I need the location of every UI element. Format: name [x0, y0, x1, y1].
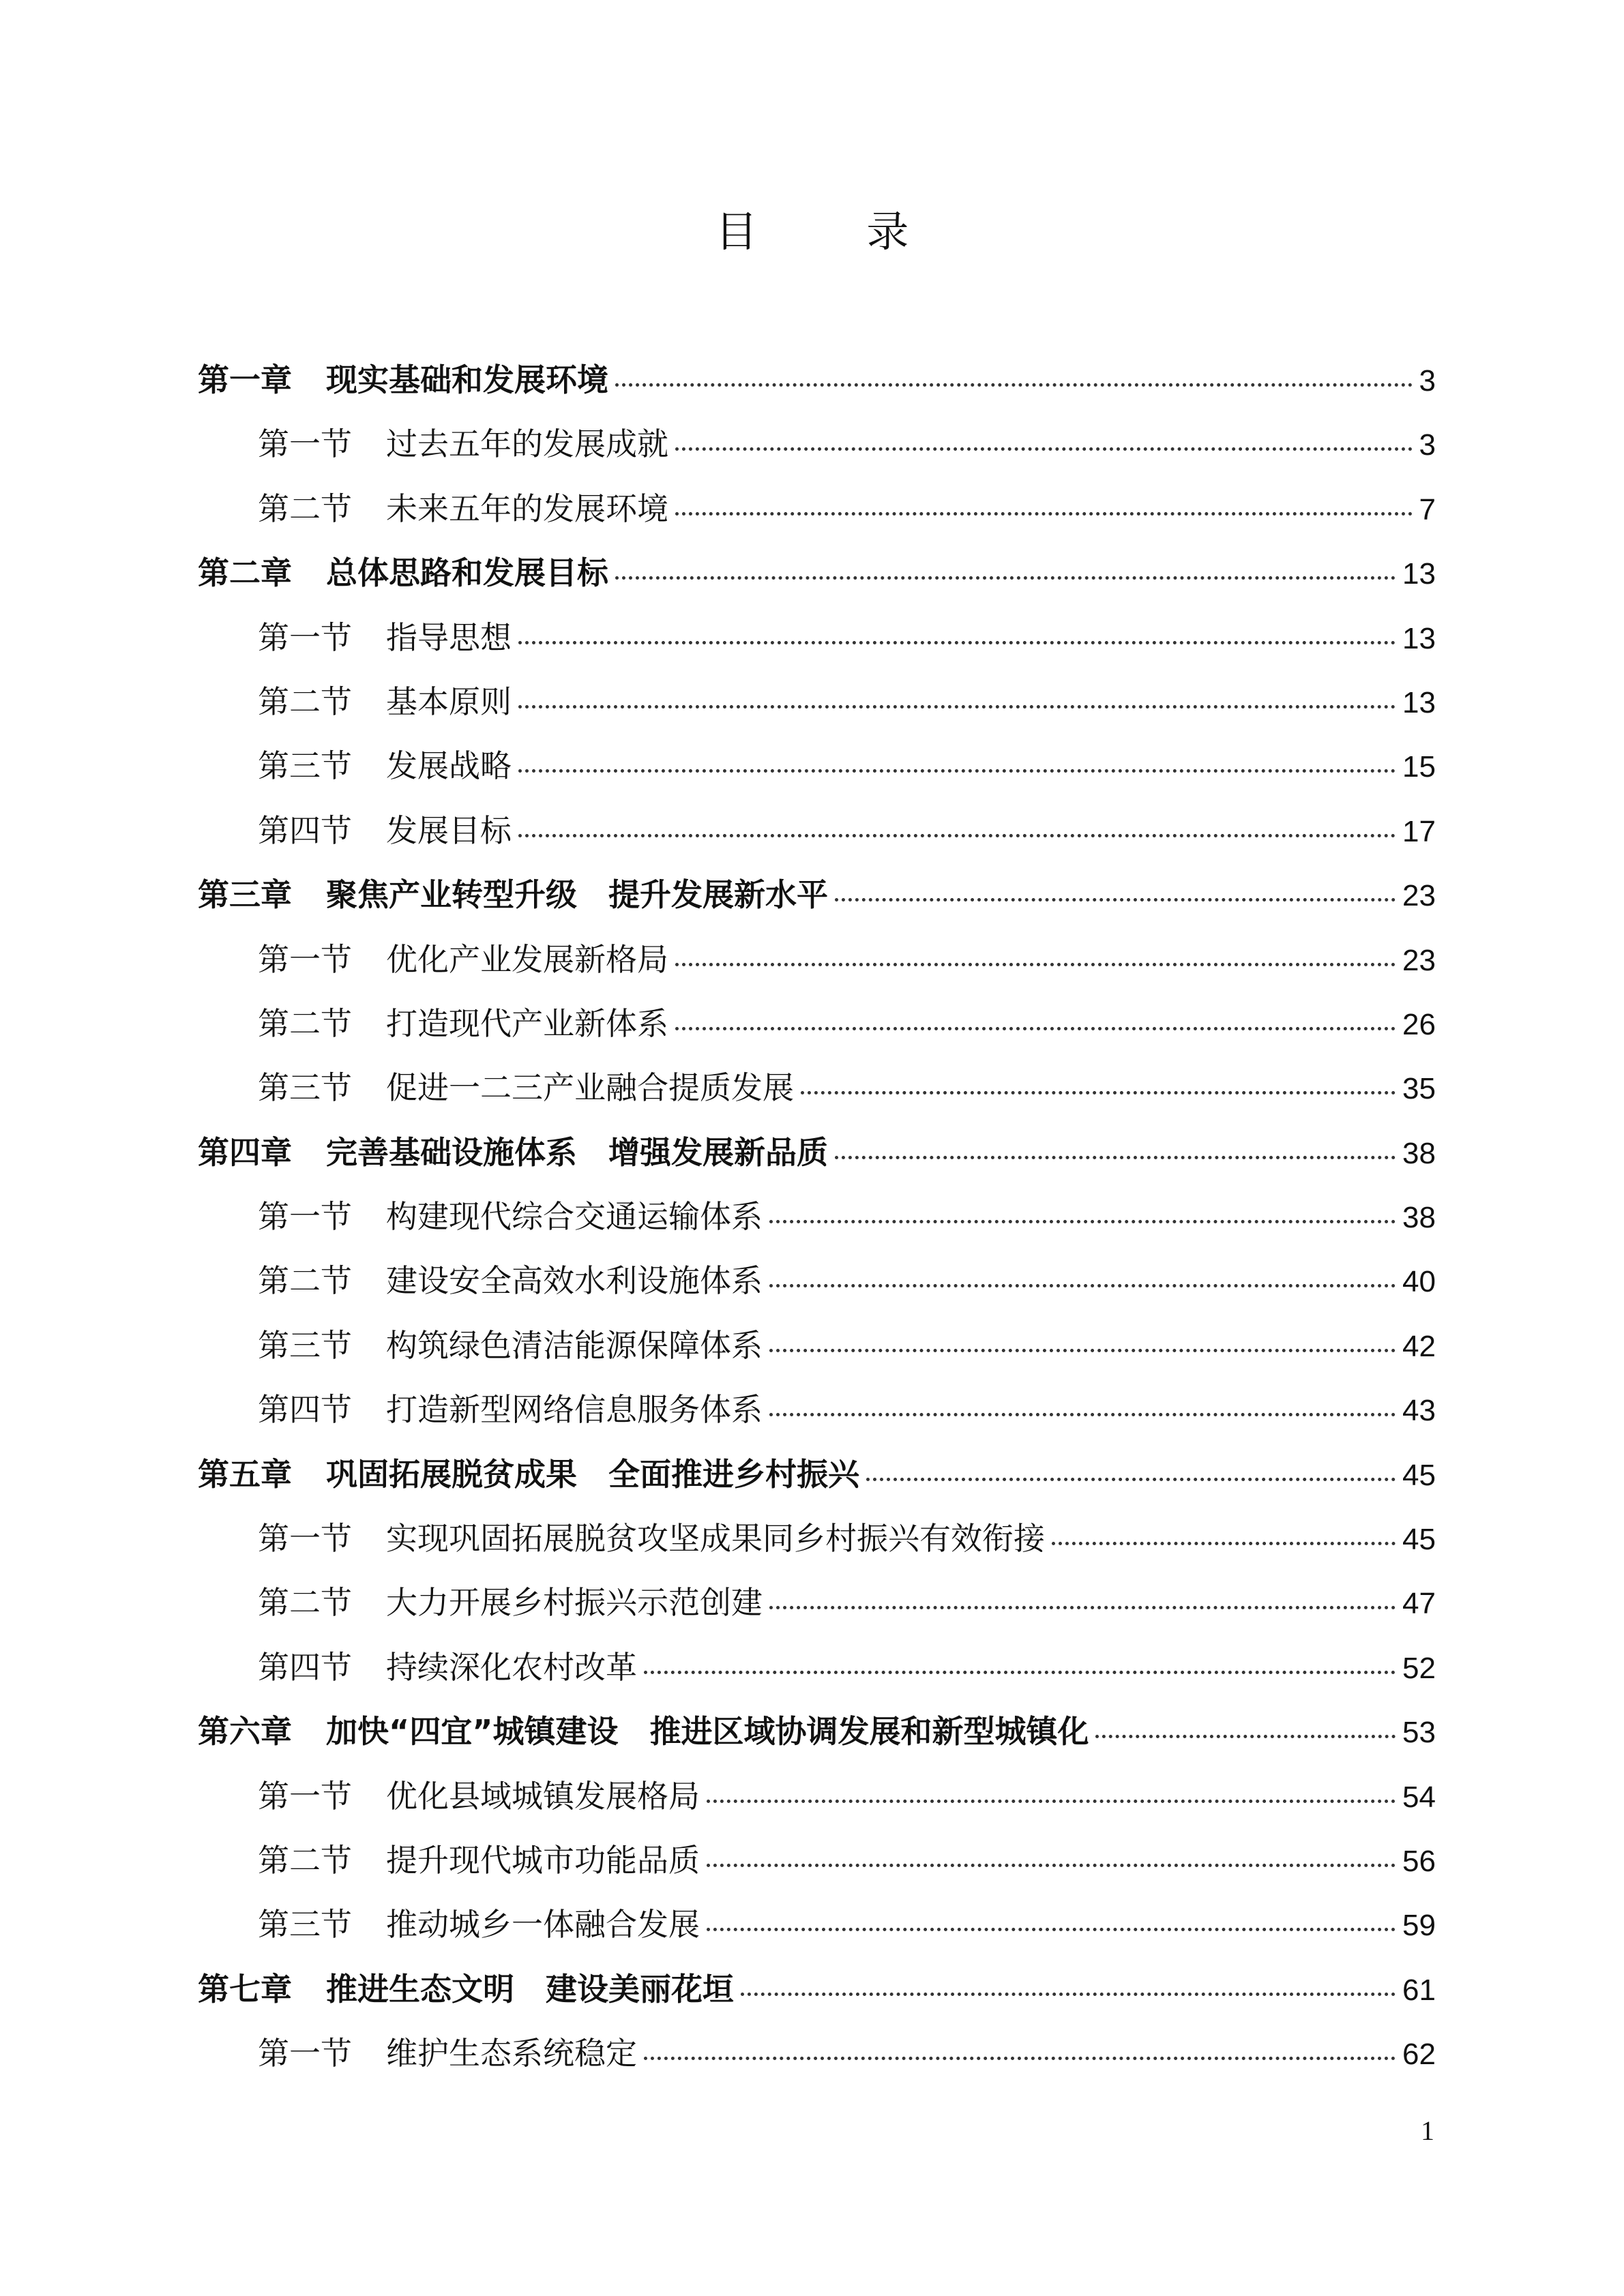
toc-entry-title: 优化县域城镇发展格局: [386, 1777, 700, 1815]
toc-entry-page: 62: [1402, 2038, 1436, 2072]
toc-section-entry[interactable]: [198, 606, 1436, 670]
toc-dot-leader: [615, 370, 1413, 387]
toc-dot-leader: [866, 1464, 1396, 1481]
toc-dot-leader: [769, 1335, 1396, 1352]
toc-entry-page: 3: [1419, 428, 1436, 462]
toc-entry-title: 打造现代产业新体系: [386, 1004, 668, 1042]
toc-section-entry[interactable]: [198, 1184, 1436, 1249]
toc-dot-leader: [741, 1979, 1396, 1996]
toc-entry-page: 13: [1402, 557, 1436, 591]
toc-entry-number: 第二章: [198, 554, 292, 592]
toc-dot-leader: [769, 1399, 1396, 1416]
toc-entry-number: 第二节: [258, 1004, 352, 1042]
toc-entry-title: 发展战略: [386, 747, 512, 785]
toc-entry-number: 第三节: [258, 1069, 352, 1107]
toc-section-entry[interactable]: [198, 734, 1436, 798]
toc-entry-title: 加快“四宜”城镇建设 推进区域协调发展和新型城镇化: [326, 1713, 1089, 1750]
toc-section-entry[interactable]: [198, 1892, 1436, 1956]
toc-dot-leader: [707, 1850, 1396, 1867]
toc-entry-page: 23: [1402, 879, 1436, 913]
toc-entry-page: 43: [1402, 1394, 1436, 1428]
toc-entry-number: 第二节: [258, 1262, 352, 1300]
table-of-contents: [198, 348, 1436, 2086]
toc-dot-leader: [518, 627, 1396, 644]
toc-entry-page: 47: [1402, 1587, 1436, 1621]
toc-entry-page: 7: [1419, 492, 1436, 526]
toc-entry-title: 指导思想: [386, 618, 512, 656]
toc-dot-leader: [518, 820, 1396, 837]
toc-entry-number: 第三章: [198, 876, 292, 914]
toc-section-entry[interactable]: [198, 2021, 1436, 2085]
toc-entry-number: 第七章: [198, 1970, 292, 2008]
toc-entry-number: 第一节: [258, 940, 352, 978]
toc-section-entry[interactable]: [198, 1635, 1436, 1699]
toc-entry-number: 第三节: [258, 747, 352, 785]
toc-dot-leader: [518, 691, 1396, 709]
toc-section-entry[interactable]: [198, 670, 1436, 734]
toc-chapter-entry[interactable]: [198, 863, 1436, 927]
toc-entry-title: 打造新型网络信息服务体系: [386, 1391, 763, 1429]
toc-dot-leader: [835, 1142, 1396, 1159]
toc-entry-title: 建设安全高效水利设施体系: [386, 1262, 763, 1300]
toc-entry-number: 第一节: [258, 618, 352, 656]
toc-entry-title: 推进生态文明 建设美丽花垣: [326, 1970, 734, 2008]
toc-entry-title: 聚焦产业转型升级 提升发展新水平: [326, 876, 828, 914]
toc-entry-page: 54: [1402, 1780, 1436, 1814]
toc-entry-number: 第二节: [258, 1584, 352, 1622]
toc-dot-leader: [644, 1657, 1396, 1674]
toc-entry-page: 13: [1402, 685, 1436, 719]
toc-dot-leader: [769, 1270, 1396, 1287]
toc-dot-leader: [518, 756, 1396, 773]
toc-entry-page: 61: [1402, 1973, 1436, 2007]
toc-entry-number: 第二节: [258, 683, 352, 720]
toc-section-entry[interactable]: [198, 412, 1436, 476]
toc-entry-number: 第四章: [198, 1133, 292, 1171]
toc-entry-title: 完善基础设施体系 增强发展新品质: [326, 1133, 828, 1171]
toc-entry-number: 第一节: [258, 1198, 352, 1236]
toc-entry-title: 构筑绿色清洁能源保障体系: [386, 1326, 763, 1364]
toc-chapter-entry[interactable]: [198, 1699, 1436, 1763]
toc-entry-number: 第五章: [198, 1455, 292, 1493]
toc-entry-number: 第四节: [258, 1391, 352, 1429]
toc-entry-number: 第六章: [198, 1713, 292, 1750]
toc-dot-leader: [675, 434, 1413, 451]
toc-entry-title: 推动城乡一体融合发展: [386, 1906, 700, 1943]
toc-chapter-entry[interactable]: [198, 1957, 1436, 2021]
toc-entry-title: 巩固拓展脱贫成果 全面推进乡村振兴: [326, 1455, 859, 1493]
toc-entry-title: 构建现代综合交通运输体系: [386, 1198, 763, 1236]
toc-dot-leader: [707, 1914, 1396, 1931]
toc-entry-number: 第二节: [258, 490, 352, 527]
toc-entry-title: 维护生态系统稳定: [386, 2035, 637, 2072]
toc-section-entry[interactable]: [198, 1828, 1436, 1892]
toc-entry-title: 实现巩固拓展脱贫攻坚成果同乡村振兴有效衔接: [386, 1520, 1045, 1557]
toc-chapter-entry[interactable]: [198, 348, 1436, 412]
toc-entry-number: 第四节: [258, 1648, 352, 1686]
toc-entry-title: 持续深化农村改革: [386, 1648, 637, 1686]
toc-section-entry[interactable]: [198, 799, 1436, 863]
toc-entry-page: 35: [1402, 1072, 1436, 1106]
toc-section-entry[interactable]: [198, 927, 1436, 992]
toc-dot-leader: [835, 884, 1396, 901]
toc-entry-page: 38: [1402, 1201, 1436, 1235]
page-title: 目 录: [715, 207, 957, 256]
toc-entry-page: 42: [1402, 1329, 1436, 1363]
toc-dot-leader: [615, 563, 1396, 580]
toc-entry-page: 23: [1402, 943, 1436, 977]
toc-entry-page: 40: [1402, 1265, 1436, 1299]
toc-entry-title: 过去五年的发展成就: [386, 426, 668, 463]
toc-entry-number: 第一节: [258, 1520, 352, 1557]
toc-entry-page: 3: [1419, 364, 1436, 398]
toc-section-entry[interactable]: [198, 1764, 1436, 1828]
toc-section-entry[interactable]: [198, 992, 1436, 1056]
toc-chapter-entry[interactable]: [198, 541, 1436, 605]
toc-entry-number: 第四节: [258, 811, 352, 849]
toc-dot-leader: [675, 1013, 1396, 1030]
toc-section-entry[interactable]: [198, 1249, 1436, 1313]
toc-dot-leader: [801, 1077, 1396, 1094]
toc-entry-page: 38: [1402, 1136, 1436, 1170]
toc-section-entry[interactable]: [198, 1313, 1436, 1377]
page-number: 1: [1421, 2115, 1434, 2146]
toc-dot-leader: [1095, 1721, 1396, 1738]
toc-dot-leader: [769, 1206, 1396, 1223]
toc-entry-title: 促进一二三产业融合提质发展: [386, 1069, 794, 1107]
toc-entry-page: 17: [1402, 814, 1436, 848]
toc-section-entry[interactable]: [198, 477, 1436, 541]
toc-entry-number: 第一节: [258, 426, 352, 463]
toc-dot-leader: [644, 2043, 1396, 2060]
toc-entry-page: 26: [1402, 1007, 1436, 1041]
toc-entry-page: 13: [1402, 621, 1436, 655]
toc-entry-title: 提升现代城市功能品质: [386, 1841, 700, 1879]
toc-section-entry[interactable]: [198, 1570, 1436, 1635]
toc-dot-leader: [1052, 1528, 1396, 1545]
toc-entry-number: 第一章: [198, 361, 292, 398]
toc-entry-number: 第一节: [258, 1777, 352, 1815]
toc-entry-number: 第三节: [258, 1326, 352, 1364]
toc-entry-title: 现实基础和发展环境: [326, 361, 608, 398]
toc-section-entry[interactable]: [198, 1056, 1436, 1120]
toc-entry-page: 52: [1402, 1651, 1436, 1685]
toc-entry-title: 大力开展乡村振兴示范创建: [386, 1584, 763, 1622]
toc-section-entry[interactable]: [198, 1377, 1436, 1442]
toc-entry-title: 基本原则: [386, 683, 512, 720]
toc-entry-title: 优化产业发展新格局: [386, 940, 668, 978]
toc-chapter-entry[interactable]: [198, 1442, 1436, 1506]
toc-entry-title: 未来五年的发展环境: [386, 490, 668, 527]
toc-entry-number: 第三节: [258, 1906, 352, 1943]
toc-entry-title: 发展目标: [386, 811, 512, 849]
toc-dot-leader: [707, 1786, 1396, 1803]
toc-section-entry[interactable]: [198, 1506, 1436, 1570]
toc-dot-leader: [675, 498, 1413, 516]
toc-entry-page: 15: [1402, 750, 1436, 784]
toc-chapter-entry[interactable]: [198, 1120, 1436, 1184]
toc-entry-page: 45: [1402, 1523, 1436, 1557]
toc-entry-number: 第一节: [258, 2035, 352, 2072]
toc-entry-page: 53: [1402, 1716, 1436, 1750]
toc-entry-page: 59: [1402, 1909, 1436, 1943]
toc-entry-number: 第二节: [258, 1841, 352, 1879]
toc-entry-page: 45: [1402, 1458, 1436, 1492]
toc-entry-title: 总体思路和发展目标: [326, 554, 608, 592]
toc-dot-leader: [769, 1592, 1396, 1609]
toc-dot-leader: [675, 949, 1396, 966]
toc-entry-page: 56: [1402, 1844, 1436, 1878]
